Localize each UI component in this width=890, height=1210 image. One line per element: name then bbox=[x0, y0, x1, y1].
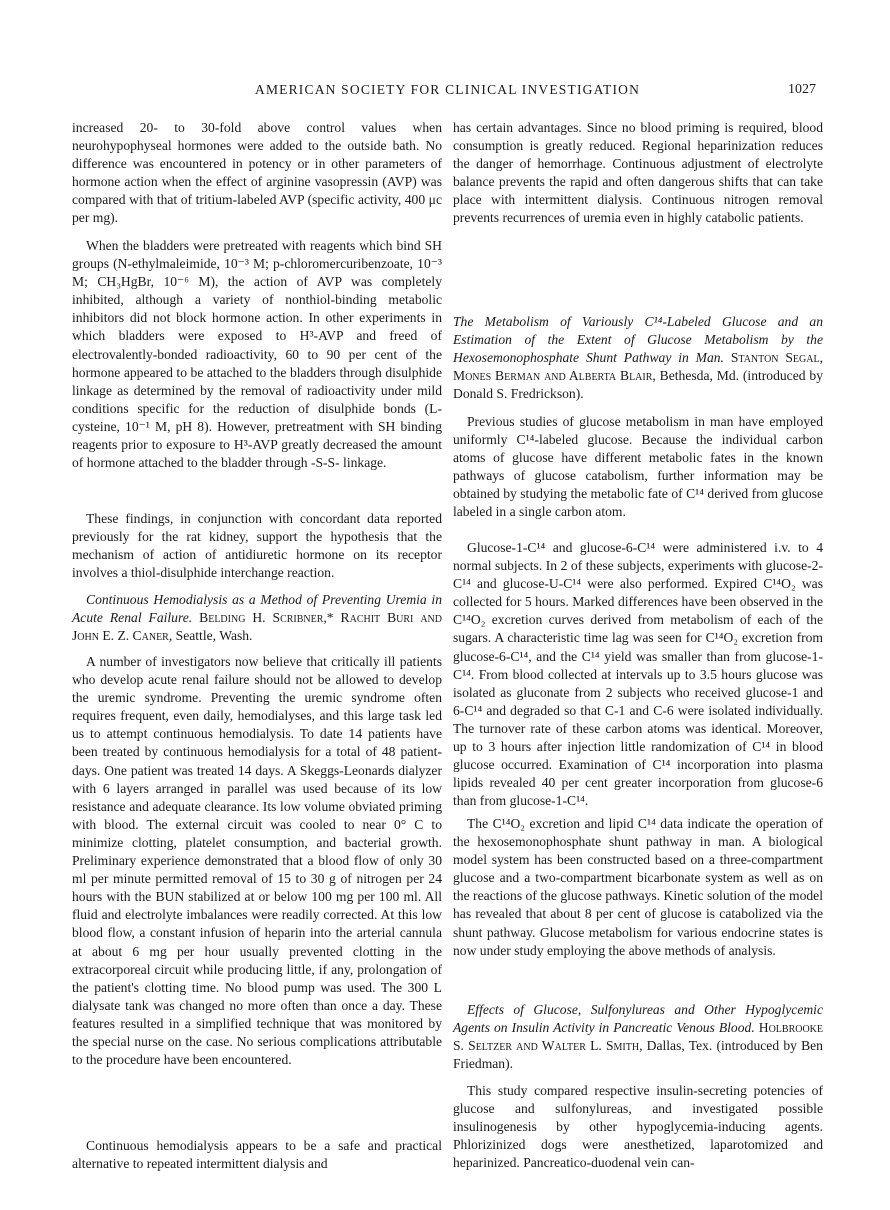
paragraph: The C¹⁴O₂ excretion and lipid C¹⁴ data indicate the operation of the hexosemonophosphate shunt pathway in man. A biological model system has been constructed based on a three-compartment glucose and a two-compartment bicarbonate system as well as on the reactions of the glucose pathways. Kinetic solution of the model has revealed that about 8 per cent of glucose is catabolized via the shunt pathway. Glucose metabolism for various endocrine states is now under study employing the above methods of analysis. bbox=[453, 816, 823, 958]
section-heading-insulin bbox=[453, 1001, 823, 1073]
paragraph: Previous studies of glucose metabolism in man have employed uniformly C¹⁴-labeled glucose. Because the individual carbon atoms of glucose have different metabolic fates in the known pathways of glucose catabolism, further information may be obtained by studying the metabolic fate of C¹⁴ derived from glucose labeled in a single carbon atom. bbox=[453, 414, 823, 520]
paragraph: When the bladders were pretreated with reagents which bind SH groups (N-ethylmaleimide, 10⁻³ M; p-chloromercuribenzoate, 10⁻³ M; CH₃HgBr, 10⁻⁶ M), the action of AVP was completely inhibited, although a variety of nonthiol-binding metabolic inhibitors did not block hormone action. In other experiments in which bladders were exposed to H³-AVP and freed of electrovalently-bonded radioactivity, 60 to 90 per cent of the hormone appeared to be attached to the bladders through disulphide linkage as determined by the removal of radioactivity under mild conditions specific for the reduction of disulphide bonds (L-cysteine, 10⁻¹ M, pH 8). However, pretreatment with SH binding reagents prior to exposure to H³-AVP greatly decreased the amount of hormone attached to the bladder through -S-S- linkage. bbox=[72, 238, 442, 471]
section-heading-hemodialysis bbox=[72, 591, 442, 645]
paragraph: Continuous hemodialysis appears to be a safe and practical alternative to repeated intermittent dialysis and bbox=[72, 1138, 442, 1172]
paragraph: A number of investigators now believe that critically ill patients who develop acute renal failure should not be allowed to develop the uremic syndrome. Preventing the uremic syndrome often requires frequent, even daily, hemodialyses, and this large task led us to attempt continuous hemodialysis. To date 14 patients have been treated by continuous hemodialysis for a total of 48 patient-days. One patient was treated 14 days. A Skeggs-Leonards dialyzer with 6 layers arranged in parallel was used because of its low resistance and adequate clearance. Its low volume obviated priming with blood. The external circuit was cooled to near 0° C to minimize clotting, platelet consumption, and bacterial growth. Preliminary experience demonstrated that a blood flow of only 30 ml per minute permitted removal of 15 to 30 g of nitrogen per 24 hours with the BUN stabilized at or below 100 mg per 100 ml. All fluid and electrolyte imbalances were readily corrected. At this low blood flow, a constant infusion of heparin into the arterial cannula at about 6 mg per hour usually prevented clotting in the extracorporeal circuit while producing little, if any, prolongation of the patient's clotting time. No blood pump was used. The 300 L dialysate tank was changed no more often than once a day. These features resulted in a simplified technique that was monitored by the special nurse on the case. No serious complications attributable to the procedure have been encountered. bbox=[72, 654, 442, 1068]
section-location: Dallas, Tex. (introduced by Ben Friedman). bbox=[453, 1038, 823, 1072]
section-location: Bethesda, Md. (introduced by Donald S. Fredrickson). bbox=[453, 368, 823, 402]
running-title: AMERICAN SOCIETY FOR CLINICAL INVESTIGATION bbox=[255, 82, 641, 97]
paragraph: increased 20- to 30-fold above control values when neurohypophyseal hormones were added to the outside bath. No difference was encountered in potency or in other parameters of hormone action when the effect of arginine vasopressin (AVP) was compared with that of tritium-labeled AVP (specific activity, 400 μc per mg). bbox=[72, 120, 442, 226]
section-location: Seattle, Wash. bbox=[175, 628, 253, 644]
section-heading-glucose-metabolism bbox=[453, 313, 823, 403]
page-number: 1027 bbox=[788, 82, 816, 97]
section-authors: Holbrooke S. Seltzer and Walter L. Smith, bbox=[453, 1020, 824, 1054]
paragraph: has certain advantages. Since no blood priming is required, blood consumption is greatly reduced. Regional heparinization reduces the danger of hemorrhage. Continuous adjustment of electrolyte balance prevents the rapid and often dangerous shifts that can take place with intermittent dialysis. Continuous nitrogen removal prevents recurrences of uremia even in highly catabolic patients. bbox=[453, 120, 823, 226]
paragraph: These findings, in conjunction with concordant data reported previously for the rat kidney, support the hypothesis that the mechanism of action of antidiuretic hormone on its receptor involves a thiol-disulphide interchange reaction. bbox=[72, 511, 442, 581]
paragraph: Glucose-1-C¹⁴ and glucose-6-C¹⁴ were administered i.v. to 4 normal subjects. In 2 of these subjects, experiments with glucose-2-C¹⁴ and glucose-U-C¹⁴ were also performed. Expired C¹⁴O₂ was collected for 5 hours. Marked differences have been observed in the C¹⁴O₂ excretion curves derived from metabolism of each of the sugars. A characteristic time lag was seen for C¹⁴O₂ excretion from glucose-6-C¹⁴, and the C¹⁴ yield was smaller than from glucose-1-C¹⁴. From blood collected at intervals up to 3.5 hours glucose was isolated as gluconate from 2 subjects who received glucose-1 and 6-C¹⁴ and degraded so that C-1 and C-6 were isolated individually. The turnover rate of these carbon atoms was identical. Moreover, up to 3 hours after injection little randomization of C¹⁴ in blood glucose occurred. Examination of C¹⁴ incorporation into plasma lipids revealed 40 per cent greater incorporation from glucose-6 than from glucose-1-C¹⁴. bbox=[453, 540, 823, 809]
section-title: Continuous Hemodialysis as a Method of Preventing Uremia in Acute Renal Failure. bbox=[72, 592, 442, 626]
section-authors: Stanton Segal, Mones Berman and Alberta Blair, bbox=[453, 350, 823, 384]
paragraph: This study compared respective insulin-secreting potencies of glucose and sulfonylureas, and investigated possible insulinogenesis by other hypoglycemia-inducing agents. Phlorizinized dogs were anesthetized, laparotomized and heparinized. Pancreatico-duodenal vein can- bbox=[453, 1083, 823, 1171]
section-title: Effects of Glucose, Sulfonylureas and Other Hypoglycemic Agents on Insulin Activity in Pancreatic Venous Blood. bbox=[453, 1002, 823, 1036]
section-title: The Metabolism of Variously C¹⁴-Labeled Glucose and an Estimation of the Extent of Glucose Metabolism by the Hexosemonophosphate Shunt Pathway in Man. bbox=[453, 314, 823, 366]
section-authors: Belding H. Scribner,* Rachit Buri and John E. Z. Caner, bbox=[72, 610, 442, 644]
